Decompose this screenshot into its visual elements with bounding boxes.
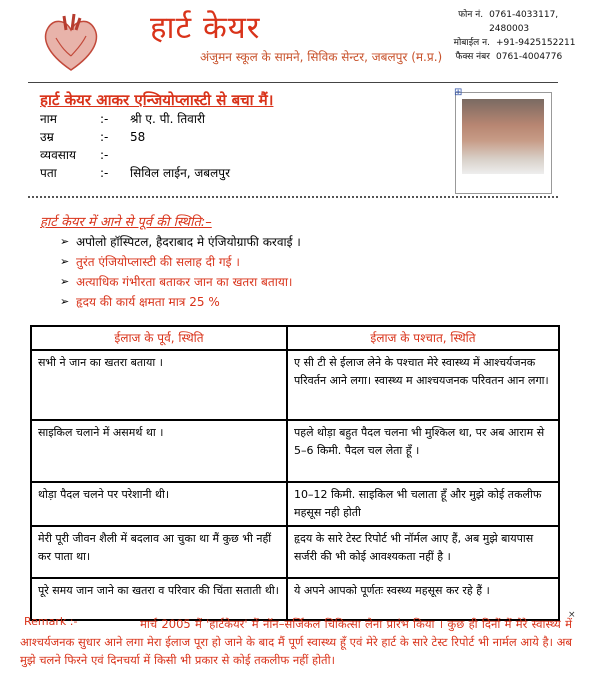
table-row	[31, 578, 559, 620]
header-divider	[28, 82, 558, 83]
list-item-text: हृदय की कार्य क्षमता मात्र 25 %	[76, 295, 220, 309]
field-address	[40, 164, 230, 182]
remark-label: Remark :-	[24, 615, 78, 628]
cell-before: सभी ने जान का खतरा बताया ।	[31, 350, 287, 420]
contact-value: +91-9425152211	[496, 38, 576, 48]
field-label: उम्र	[40, 130, 54, 144]
contact-value: 0761-4033117, 2480003	[489, 10, 559, 34]
comparison-table	[30, 325, 560, 621]
table-row	[31, 526, 559, 578]
list-item-text: अपोलो हॉस्पिटल, हैदराबाद मे एंजियोग्राफी करवाई ।	[76, 235, 301, 249]
field-value: 58	[130, 130, 146, 144]
heart-anatomy-icon	[36, 8, 106, 78]
patient-photo	[454, 87, 552, 194]
cell-after: 10–12 किमी. साइकिल भी चलाता हूँ और मुझे कोई तकलीफ महसूस नही होती	[287, 482, 559, 526]
cell-before: पूरे समय जान जाने का खतरा व परिवार की चिंता सताती थी।	[31, 578, 287, 620]
cell-after: ए सी टी से ईलाज लेने के पश्चात मेरे स्वास्थ्य में आश्चर्यजनक परिवर्तन आने लगा। स्वास्थ्य म आश्चयजनक परिवतन आन लगा।	[287, 350, 559, 420]
patient-heading: हार्ट केयर आकर एन्जियोप्लास्टी से बचा मैं।	[40, 91, 274, 109]
table-row	[31, 350, 559, 420]
table-row	[31, 420, 559, 482]
contact-value: 0761-4004776	[496, 52, 563, 62]
cell-before: साइकिल चलाने में असमर्थ था ।	[31, 420, 287, 482]
field-sep: :-	[100, 130, 109, 144]
cell-after: हृदय के सारे टेस्ट रिपोर्ट भी नॉर्मल आए हैं, अब मुझे बायपास सर्जरी की भी कोई आवश्यकता नहीं है ।	[287, 526, 559, 578]
field-label: नाम	[40, 112, 57, 126]
field-sep: :-	[100, 166, 109, 180]
field-label: पता	[40, 166, 57, 180]
list-item	[60, 272, 301, 292]
brand-title: हार्ट केयर	[150, 10, 261, 46]
field-sep: :-	[100, 148, 109, 162]
patient-info	[40, 110, 230, 182]
contact-label: फोन नं.	[458, 10, 484, 20]
field-sep: :-	[100, 112, 109, 126]
resize-handle-icon[interactable]: ×	[568, 610, 576, 620]
brand-address: अंजुमन स्कूल के सामने, सिविक सेन्टर, जबलपुर (म.प्र.)	[200, 50, 443, 64]
field-name	[40, 110, 230, 128]
list-item-text: अत्याधिक गंभीरता बताकर जान का खतरा बताया।	[76, 275, 293, 289]
before-title: हार्ट केयर में आने से पूर्व की स्थिति:–	[40, 215, 212, 230]
table-row	[31, 482, 559, 526]
arrowhead-bullet-icon: ➢	[60, 295, 70, 308]
contact-label: फैक्स नंबर	[455, 52, 490, 62]
cell-before: थोड़ा पैदल चलने पर परेशानी थी।	[31, 482, 287, 526]
cell-after: ये अपने आपको पूर्णतः स्वस्थ्य महसूस कर रहे हैं ।	[287, 578, 559, 620]
portrait-image	[462, 99, 544, 174]
move-handle-icon[interactable]: ⊞	[454, 87, 463, 98]
field-label: व्यवसाय	[40, 148, 76, 162]
list-item	[60, 252, 301, 272]
arrowhead-bullet-icon: ➢	[60, 275, 70, 288]
arrowhead-bullet-icon: ➢	[60, 235, 70, 248]
field-value: सिविल लाईन, जबलपुर	[130, 166, 230, 180]
contact-row-fax	[420, 50, 590, 64]
arrowhead-bullet-icon: ➢	[60, 255, 70, 268]
contact-row-phone	[420, 8, 590, 36]
before-list	[60, 232, 301, 312]
field-occupation	[40, 146, 230, 164]
column-header-before: ईलाज के पूर्व, स्थिति	[31, 326, 287, 350]
remark-text: मार्च 2005 में 'हार्टकेयर' में नॉन–सर्जिकल चिकित्सा लेना प्रारंभ किया । कुछ ही दिनों में मेरे स्वास्थ्य में आश्चर्यजनक सुधार आने लगा मेरा ईलाज पूरा हो जाने के बाद मैं पूर्ण स्वास्थ्य हूँ एवं मेरे हार्ट के सारे टेस्ट रिपोर्ट भी नार्मल आये है। अब मुझे चलने फिरने एवं दिनचर्या में किसी भी प्रकार से कोई तकलीफ नहीं होती।	[20, 617, 572, 667]
list-item	[60, 292, 301, 312]
list-item	[60, 232, 301, 252]
table-header-row	[31, 326, 559, 350]
heart-logo	[36, 8, 106, 78]
cell-before: मेरी पूरी जीवन शैली में बदलाव आ चुका था मैं कुछ भी नहीं कर पाता था।	[31, 526, 287, 578]
section-divider	[28, 196, 558, 198]
field-age	[40, 128, 230, 146]
contact-label: मोबाईल न.	[453, 38, 490, 48]
list-item-text: तुरंत एंजियोप्लास्टी की सलाह दी गई ।	[76, 255, 240, 269]
contact-row-mobile	[420, 36, 590, 50]
column-header-after: ईलाज के पश्चात, स्थिति	[287, 326, 559, 350]
field-value: श्री ए. पी. तिवारी	[130, 112, 205, 126]
contact-block	[420, 8, 590, 64]
cell-after: पहले थोड़ा बहुत पैदल चलना भी मुश्किल था, पर अब आराम से 5–6 किमी. पैदल चल लेता हूँ ।	[287, 420, 559, 482]
